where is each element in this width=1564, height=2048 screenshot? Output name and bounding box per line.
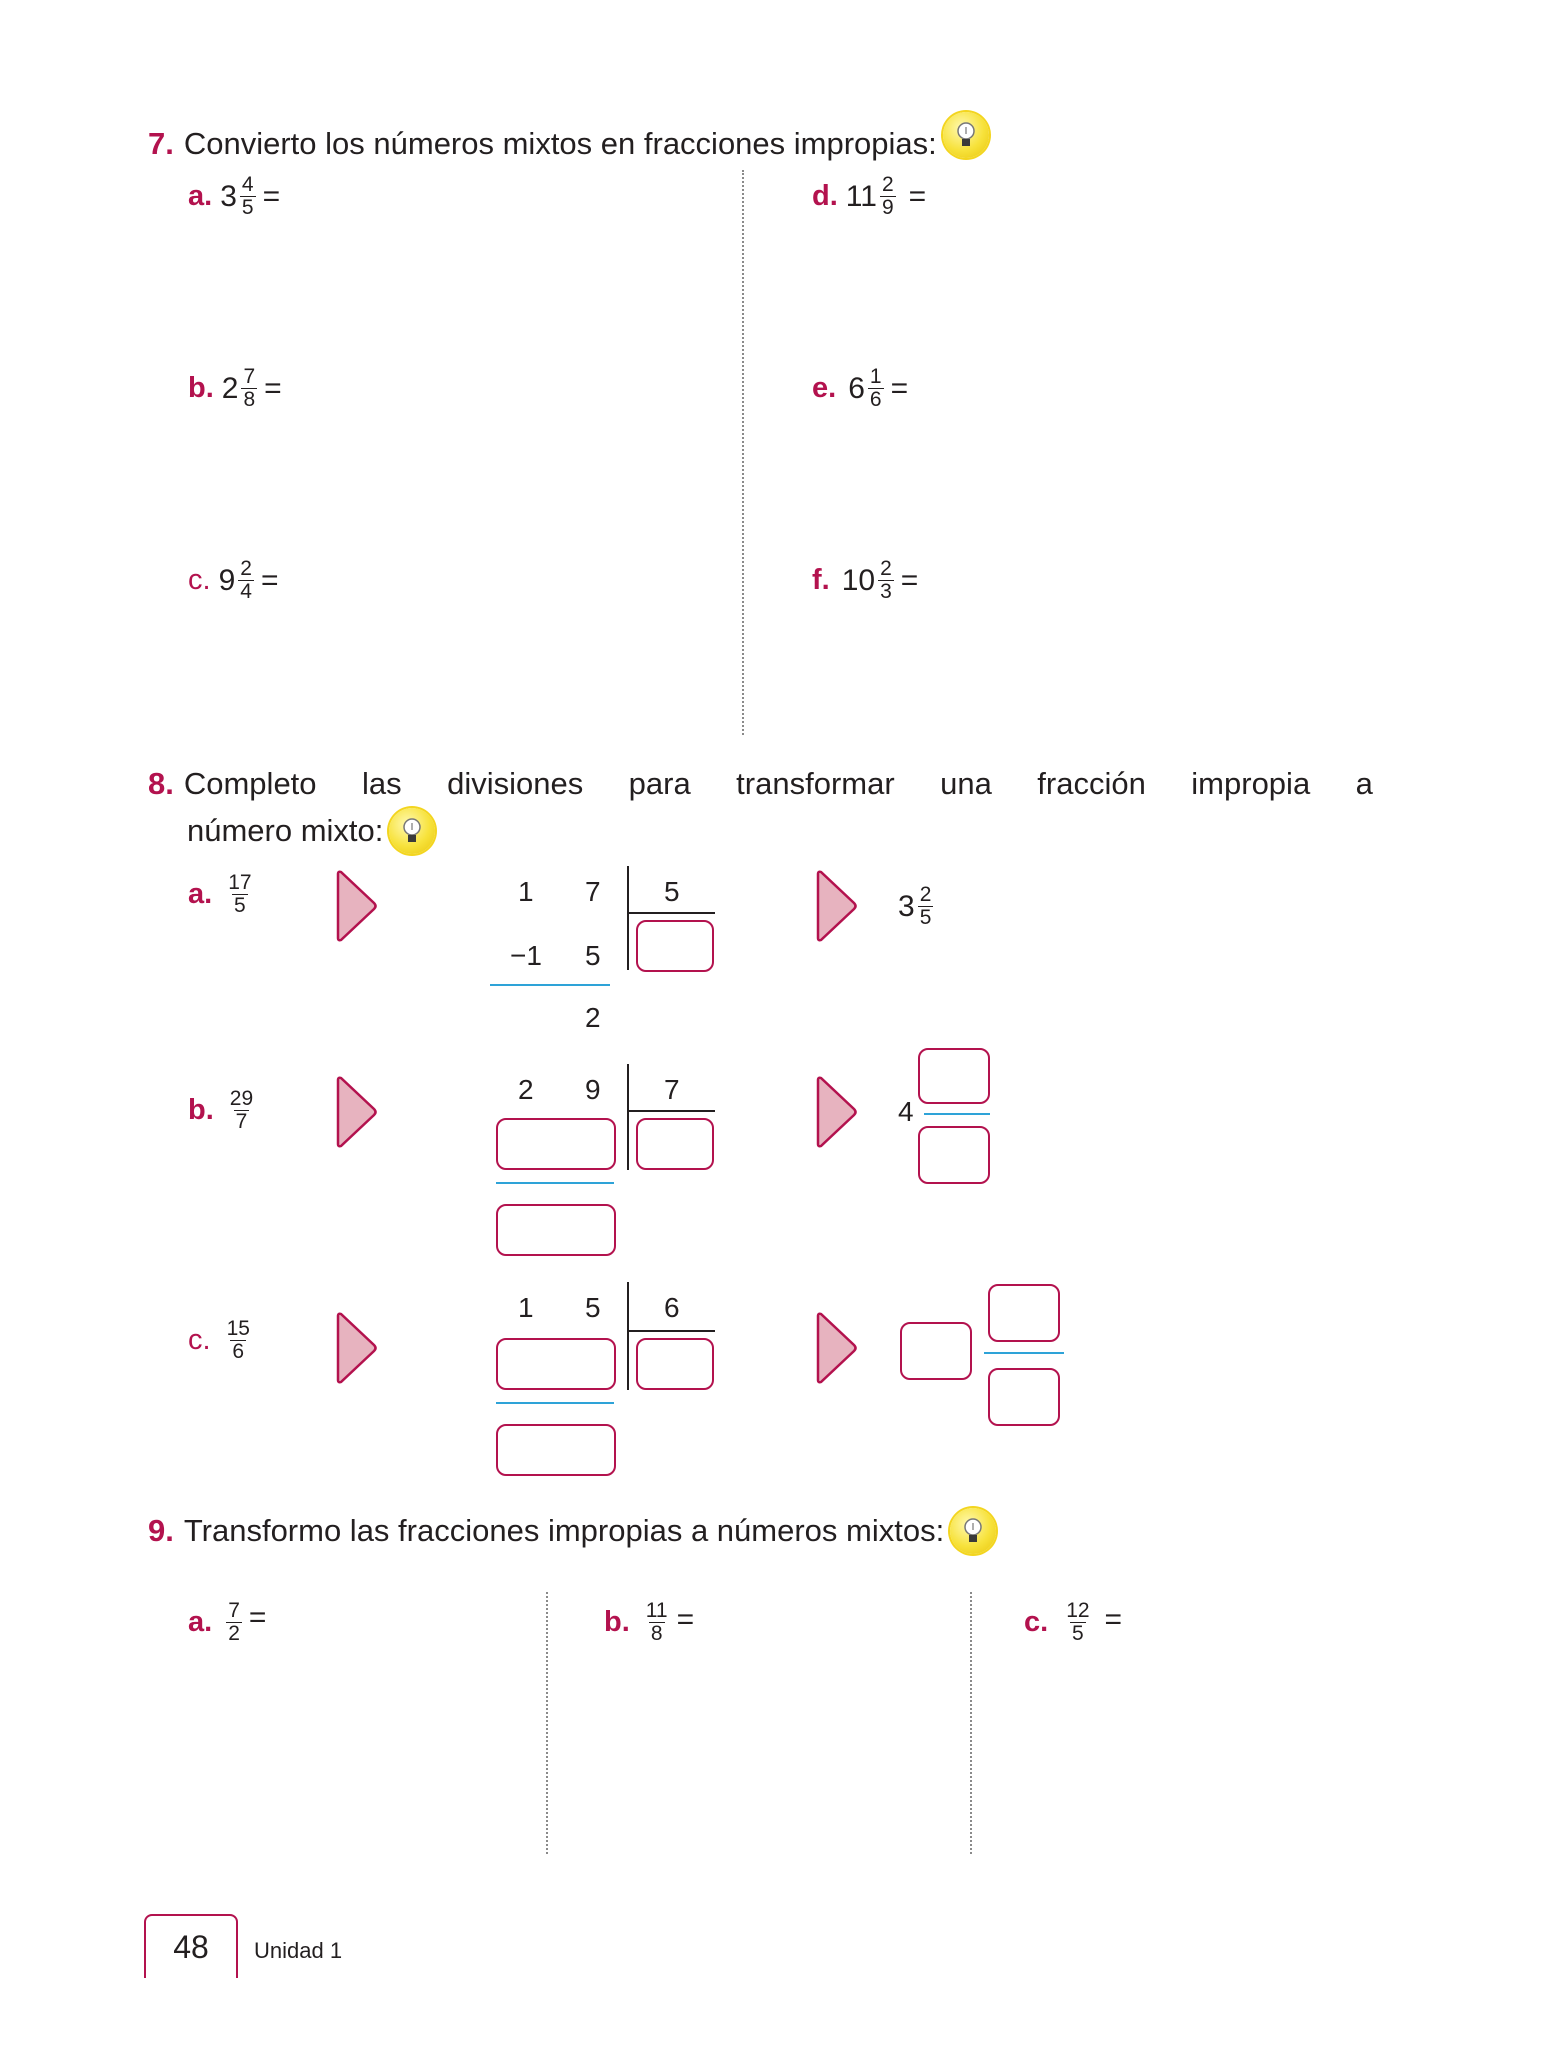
q9-item-a: [188, 1600, 266, 1645]
quotient-box[interactable]: [636, 920, 714, 972]
whole-number: 3: [220, 179, 237, 213]
equals-sign: =: [262, 179, 281, 213]
title-word: a: [1355, 766, 1373, 801]
result-whole: 4: [898, 1096, 914, 1127]
q8-row-a-fraction: [188, 872, 257, 917]
dividend-digit: 2: [518, 1074, 534, 1105]
equals-sign: =: [264, 371, 282, 405]
equals-sign: =: [248, 1600, 267, 1634]
q7-item-a: [188, 174, 280, 219]
subtraction-line: [490, 984, 610, 986]
lightbulb-icon: [389, 808, 435, 854]
q9-item-b: [604, 1600, 694, 1645]
division-bracket-horizontal: [627, 1330, 715, 1332]
item-label: b.: [188, 372, 214, 404]
triangle-arrow-icon: [814, 870, 858, 947]
title-word: para: [628, 766, 691, 801]
question-9-divider: [970, 1592, 972, 1854]
question-8-line-2: [187, 808, 1373, 854]
division-bracket-vertical: [627, 866, 629, 970]
q7-item-c: [188, 558, 278, 603]
dividend-digit: 5: [585, 1292, 601, 1323]
result-fraction-bar: [924, 1113, 990, 1115]
whole-number: 10: [841, 563, 876, 597]
question-8-heading: [148, 766, 1373, 854]
triangle-arrow-icon: [814, 1312, 858, 1389]
q8-row-a-result: [898, 884, 936, 929]
quotient-box[interactable]: [636, 1338, 714, 1390]
fraction: $\frac{17}{5}$: [228, 871, 252, 917]
subtraction-line: [496, 1182, 614, 1184]
title-word: divisiones: [447, 766, 584, 801]
fraction: $\frac{2}{9}$: [881, 173, 894, 219]
q8-row-b-fraction: [188, 1088, 258, 1133]
equals-sign: =: [908, 179, 927, 213]
result-denominator-box[interactable]: [988, 1368, 1060, 1426]
q7-item-b: [188, 366, 282, 411]
division-bracket-horizontal: [627, 912, 715, 914]
question-7-divider: [742, 170, 744, 735]
equals-sign: =: [890, 371, 909, 405]
divisor: 6: [664, 1292, 680, 1323]
result-whole-box[interactable]: [900, 1322, 972, 1380]
fraction: $\frac{4}{5}$: [241, 173, 254, 219]
subtraction-box[interactable]: [496, 1338, 616, 1390]
equals-sign: =: [900, 563, 919, 597]
fraction: $\frac{15}{6}$: [226, 1317, 250, 1363]
equals-sign: =: [260, 563, 279, 597]
dividend-digit: 9: [585, 1074, 601, 1105]
subtraction-line: [496, 1402, 614, 1404]
remainder: 2: [585, 1002, 601, 1033]
question-7-number: 7.: [148, 126, 174, 161]
question-7-heading: [148, 126, 989, 162]
item-label: c.: [188, 1324, 211, 1356]
item-label: a.: [188, 180, 213, 212]
lightbulb-icon: [950, 1508, 996, 1554]
fraction: $\frac{7}{2}$: [228, 1599, 240, 1645]
unit-label: Unidad 1: [254, 1938, 343, 1963]
question-9-number: 9.: [148, 1513, 174, 1548]
item-label: f.: [812, 564, 830, 596]
title-word: las: [362, 766, 402, 801]
question-8-number: 8.: [148, 766, 174, 801]
triangle-arrow-icon: [814, 1076, 858, 1153]
division-bracket-vertical: [627, 1064, 629, 1170]
whole-number: 9: [218, 563, 236, 597]
result-numerator-box[interactable]: [918, 1048, 990, 1104]
dividend-digit: 1: [518, 1292, 534, 1323]
q7-item-e: [812, 366, 908, 411]
dividend-digit: 7: [585, 876, 601, 907]
remainder-box[interactable]: [496, 1204, 616, 1256]
fraction: $\frac{2}{3}$: [880, 557, 892, 603]
title-line-2: número mixto:: [187, 813, 384, 848]
fraction: $\frac{29}{7}$: [229, 1087, 254, 1133]
q7-item-d: [812, 174, 926, 219]
divisor: 7: [664, 1074, 680, 1105]
equals-sign: =: [1104, 1602, 1123, 1636]
subtraction-digit: −1: [510, 940, 542, 971]
whole-number: 2: [221, 371, 239, 405]
division-bracket-horizontal: [627, 1110, 715, 1112]
page-number: 48: [173, 1928, 209, 1965]
result-denominator-box[interactable]: [918, 1126, 990, 1184]
division-bracket-vertical: [627, 1282, 629, 1390]
fraction: $\frac{1}{6}$: [869, 365, 882, 411]
question-9-heading: [148, 1508, 996, 1554]
result-fraction-bar: [984, 1352, 1064, 1354]
fraction: $\frac{12}{5}$: [1066, 1599, 1090, 1645]
result-numerator-box[interactable]: [988, 1284, 1060, 1342]
triangle-arrow-icon: [334, 1076, 378, 1153]
item-label: a.: [188, 878, 213, 910]
fraction: $\frac{2}{4}$: [240, 557, 252, 603]
remainder-box[interactable]: [496, 1424, 616, 1476]
whole-number: 6: [848, 371, 865, 405]
whole-number: 11: [845, 179, 877, 213]
triangle-arrow-icon: [334, 1312, 378, 1389]
item-label: b.: [604, 1606, 630, 1638]
fraction: $\frac{11}{8}$: [645, 1599, 668, 1645]
question-9-text: Transformo las fracciones impropias a números mixtos:: [183, 1513, 945, 1548]
item-label: e.: [812, 372, 837, 404]
quotient-box[interactable]: [636, 1118, 714, 1170]
subtraction-digit: 5: [585, 940, 601, 971]
item-label: a.: [188, 1606, 213, 1638]
title-word: una: [940, 766, 992, 801]
page-number-box: [144, 1914, 238, 1978]
triangle-arrow-icon: [334, 870, 378, 947]
q8-row-c-fraction: [188, 1318, 255, 1363]
item-label: b.: [188, 1094, 214, 1126]
q9-item-c: [1024, 1600, 1122, 1645]
lightbulb-icon: [943, 112, 989, 158]
fraction: $\frac{7}{8}$: [243, 365, 256, 411]
result-fraction: $\frac{2}{5}$: [919, 883, 932, 929]
title-word: Completo: [183, 766, 317, 801]
subtraction-box[interactable]: [496, 1118, 616, 1170]
title-word: impropia: [1191, 766, 1311, 801]
item-label: c.: [188, 564, 211, 596]
equals-sign: =: [676, 1602, 695, 1636]
title-word: transformar: [736, 766, 895, 801]
item-label: d.: [812, 180, 838, 212]
question-9-divider: [546, 1592, 548, 1854]
item-label: c.: [1024, 1606, 1049, 1638]
q7-item-f: [812, 558, 918, 603]
title-word: fracción: [1037, 766, 1146, 801]
question-8-line-1: [148, 766, 1373, 802]
divisor: 5: [664, 876, 680, 907]
question-7-text: Convierto los números mixtos en fracciones impropias:: [183, 126, 937, 161]
result-whole: 3: [898, 889, 915, 923]
dividend-digit: 1: [518, 876, 534, 907]
